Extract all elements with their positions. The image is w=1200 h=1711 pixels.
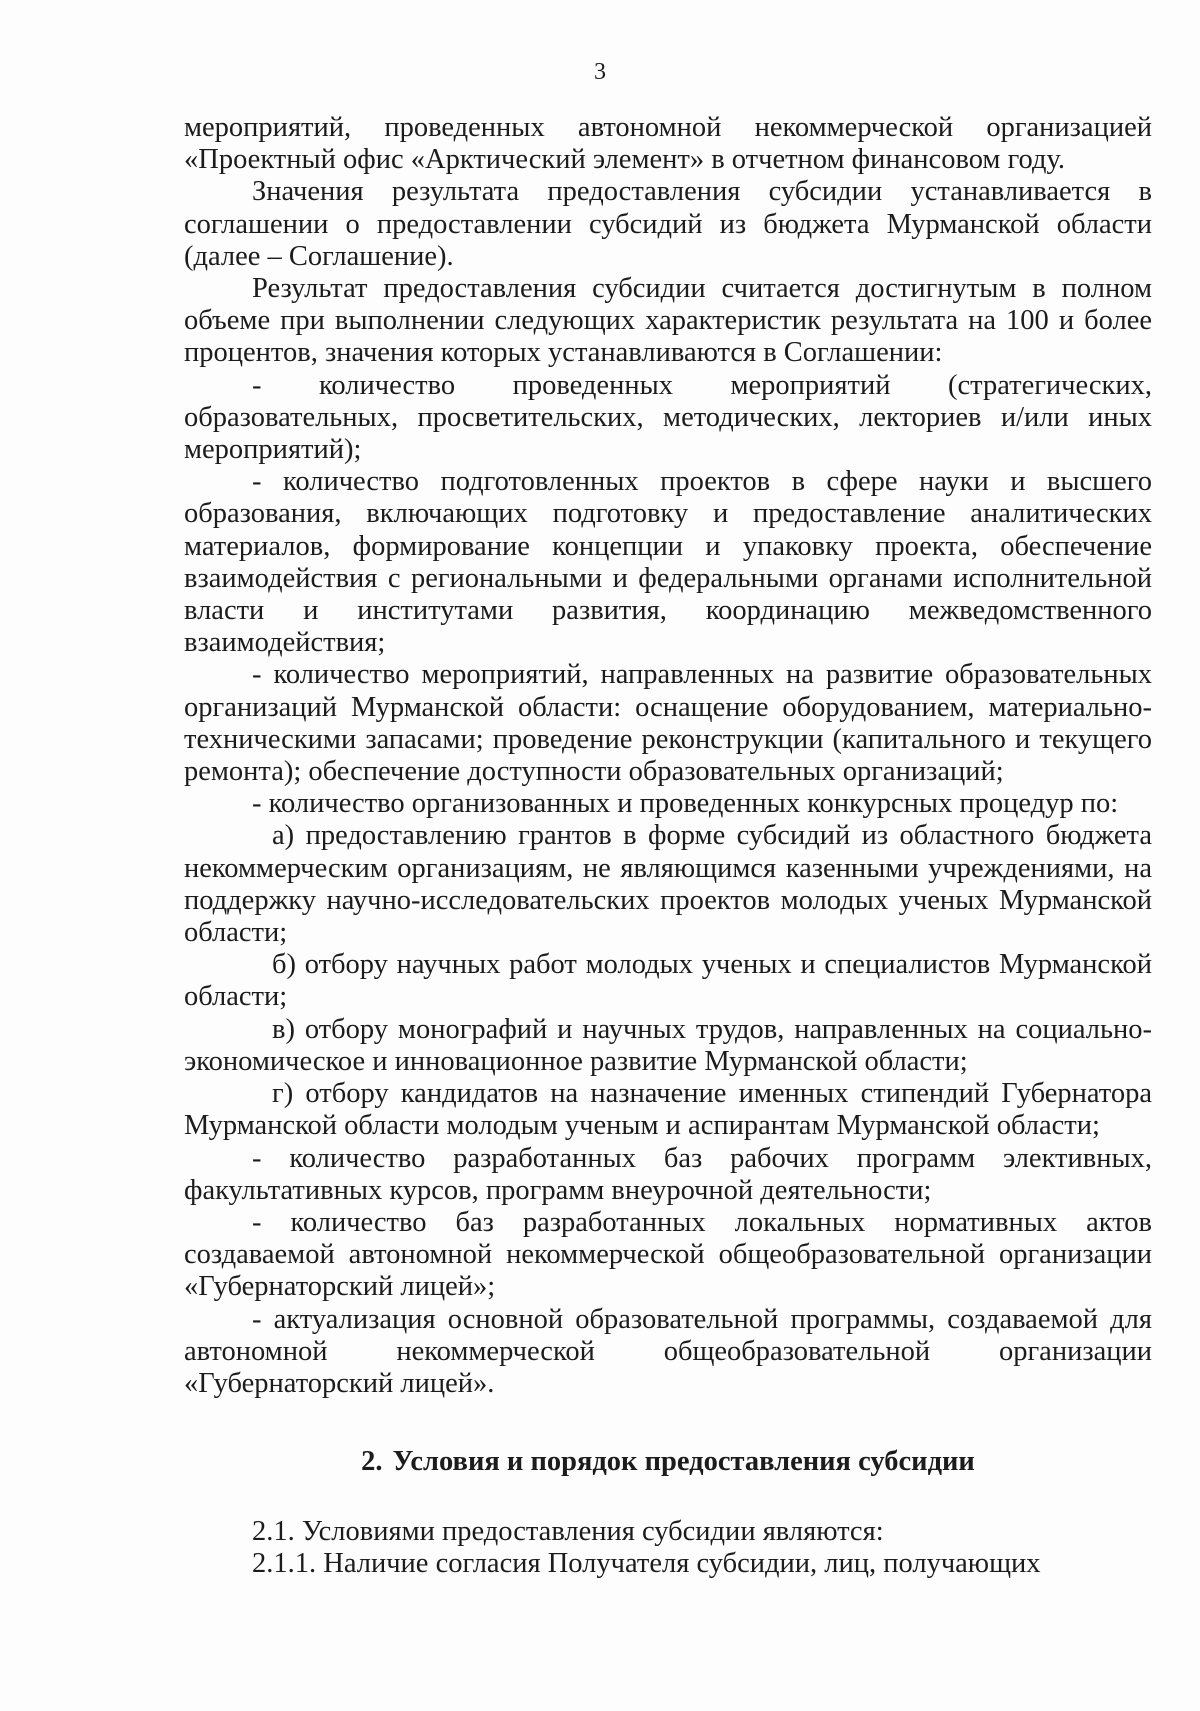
list-item: - количество подготовленных проектов в сфере науки и высшего образования, включающих подготовку и предоставление аналитических материалов, формирование концепции и упаковку проекта, обеспечение взаимодействия с региональными и федеральными органами исполнительной власти и институтами развития, координацию межведомственного взаимодействия;	[184, 466, 1152, 659]
list-item: - актуализация основной образовательной программы, создаваемой для автономной некоммерческой общеобразовательной организации «Губернаторский лицей».	[184, 1303, 1152, 1399]
clause: 2.1.1. Наличие согласия Получателя субсидии, лиц, получающих	[252, 1548, 1041, 1580]
list-item: - количество мероприятий, направленных на развитие образовательных организаций Мурманской области: оснащение оборудованием, материально-техническими запасами; проведение реконструкции (капитального и текущего ремонта); обеспечение доступности образовательных организаций;	[184, 659, 1152, 788]
section-heading	[184, 1446, 1152, 1478]
section-number: 2.	[361, 1446, 383, 1478]
page-number: 3	[594, 59, 606, 85]
paragraph: Значения результата предоставления субсидии устанавливается в соглашении о предоставлении субсидий из бюджета Мурманской области (далее – Соглашение).	[184, 176, 1152, 272]
paragraph: Результат предоставления субсидии считается достигнутым в полном объеме при выполнении следующих характеристик результата на 100 и более процентов, значения которых устанавливаются в Соглашении:	[184, 273, 1152, 369]
paragraph: мероприятий, проведенных автономной некоммерческой организацией «Проектный офис «Арктический элемент» в отчетном финансовом году.	[184, 112, 1152, 176]
sub-list-item: б) отбору научных работ молодых ученых и специалистов Мурманской области;	[184, 949, 1152, 1013]
list-item: - количество проведенных мероприятий (стратегических, образовательных, просветительских, методических, лекториев и/или иных мероприятий);	[184, 369, 1152, 466]
document-body	[184, 112, 1152, 1581]
sub-list-item: в) отбору монографий и научных трудов, направленных на социально-экономическое и инновационное развитие Мурманской области;	[184, 1013, 1152, 1077]
sub-list-item: г) отбору кандидатов на назначение именных стипендий Губернатора Мурманской области молодым ученым и аспирантам Мурманской области;	[184, 1078, 1152, 1142]
list-item: - количество баз разработанных локальных нормативных актов создаваемой автономной некоммерческой общеобразовательной организации «Губернаторский лицей»;	[184, 1206, 1152, 1303]
sub-list-item: а) предоставлению грантов в форме субсидий из областного бюджета некоммерческим организациям, не являющимся казенными учреждениями, на поддержку научно-исследовательских проектов молодых ученых Мурманской области;	[184, 820, 1152, 949]
clause: 2.1. Условиями предоставления субсидии являются:	[252, 1516, 884, 1548]
list-item: - количество организованных и проведенных конкурсных процедур по:	[252, 788, 1119, 820]
list-item: - количество разработанных баз рабочих программ элективных, факультативных курсов, программ внеурочной деятельности;	[184, 1142, 1152, 1206]
section-title: Условия и порядок предоставления субсидии	[392, 1446, 975, 1478]
